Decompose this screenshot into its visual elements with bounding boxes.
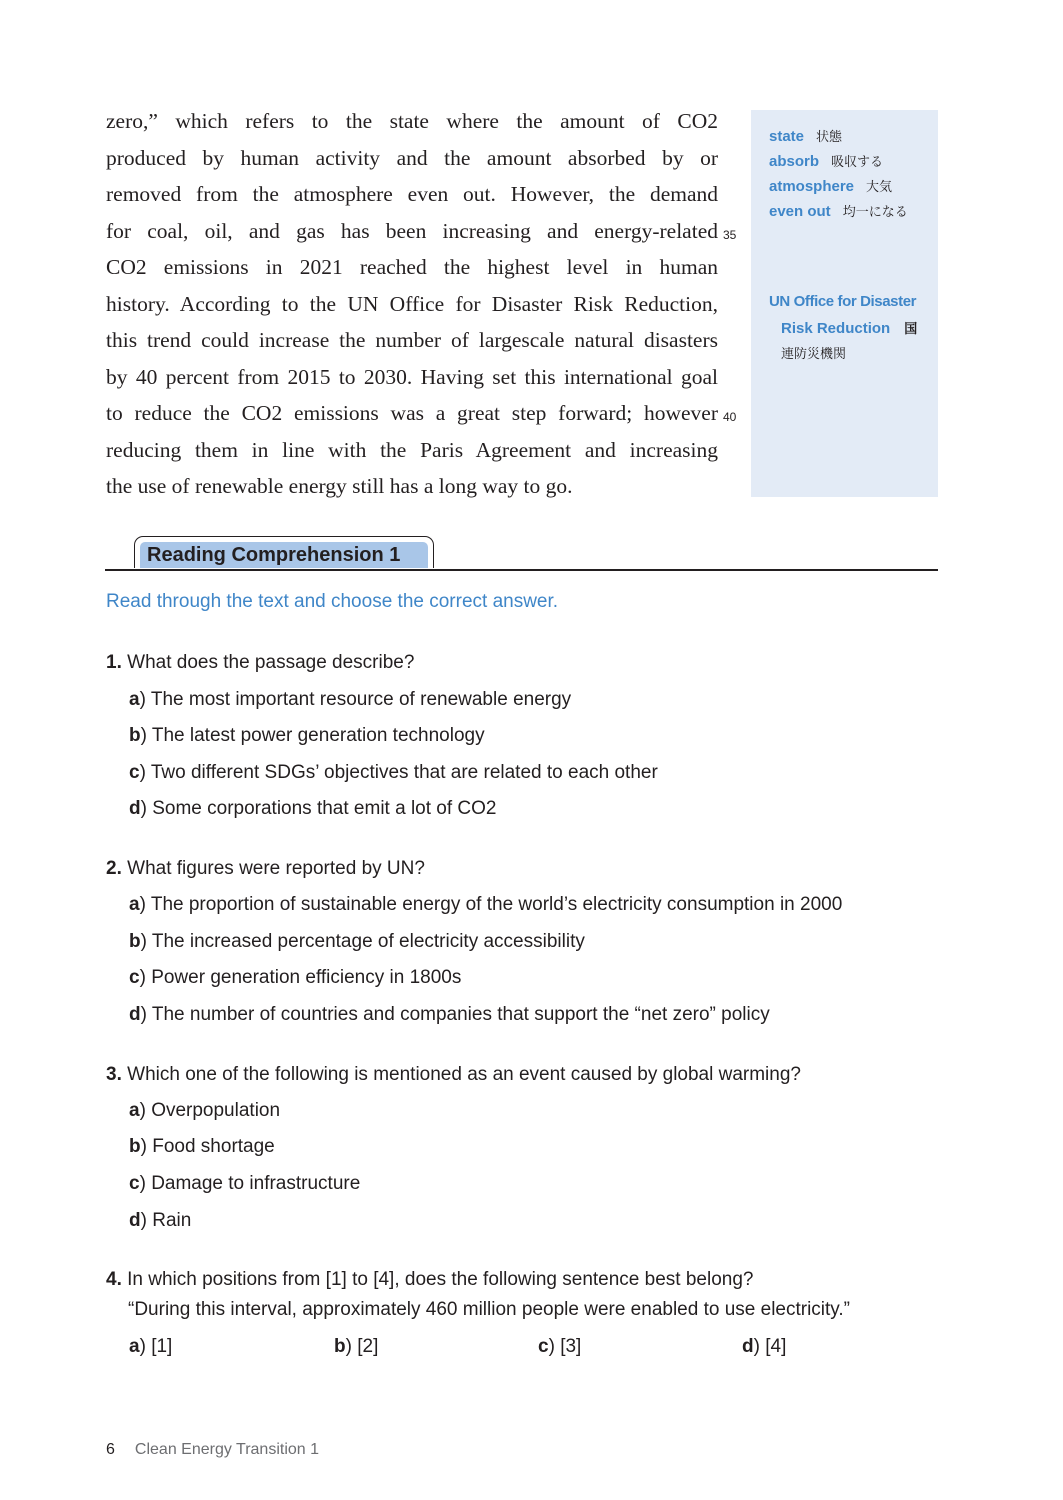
option-text: Power generation efficiency in 1800s bbox=[151, 967, 462, 988]
answer-option[interactable]: a) [1] bbox=[129, 1336, 173, 1357]
answer-option[interactable]: d) The number of countries and companies that support the “net zero” policy bbox=[129, 1004, 770, 1025]
answer-option[interactable]: b) [2] bbox=[334, 1336, 379, 1357]
answer-option[interactable]: c) Power generation efficiency in 1800s bbox=[129, 967, 462, 988]
passage-line: by 40 percent from 2015 to 2030. Having set this international goal bbox=[106, 364, 718, 389]
option-letter: c bbox=[129, 762, 140, 783]
option-text: Damage to infrastructure bbox=[151, 1173, 361, 1194]
glossary-term: even out bbox=[769, 203, 831, 220]
option-text: Two different SDGs’ objectives that are related to each other bbox=[150, 762, 658, 783]
glossary-translation: 均一になる bbox=[842, 204, 908, 219]
option-text: The proportion of sustainable energy of the world’s electricity consumption in 2000 bbox=[150, 894, 843, 915]
answer-option[interactable]: c) Damage to infrastructure bbox=[129, 1173, 361, 1194]
option-letter: d bbox=[742, 1336, 754, 1357]
option-letter: b bbox=[129, 725, 141, 746]
glossary-term-risk-reduction: Risk Reduction bbox=[781, 320, 891, 337]
section-tab bbox=[134, 536, 434, 568]
section-divider bbox=[105, 569, 938, 571]
question-4 bbox=[106, 1269, 753, 1291]
question-text: What does the passage describe? bbox=[127, 652, 415, 673]
answer-option[interactable]: b) The latest power generation technology bbox=[129, 725, 485, 746]
option-letter: d bbox=[129, 1004, 141, 1025]
answer-option[interactable]: b) The increased percentage of electricity accessibility bbox=[129, 931, 585, 952]
option-letter: c bbox=[129, 1173, 140, 1194]
reading-passage bbox=[106, 103, 737, 505]
question-text: Which one of the following is mentioned as an event caused by global warming? bbox=[127, 1064, 801, 1085]
option-text: Food shortage bbox=[152, 1136, 275, 1157]
option-letter: b bbox=[334, 1336, 346, 1357]
option-text: The most important resource of renewable energy bbox=[150, 689, 572, 710]
passage-line: to reduce the CO2 emissions was a great step forward; however bbox=[106, 401, 718, 425]
passage-line: produced by human activity and the amount absorbed by or bbox=[106, 145, 718, 170]
section-instruction: Read through the text and choose the correct answer. bbox=[106, 591, 559, 612]
page-number: 6 bbox=[106, 1441, 115, 1458]
option-letter: d bbox=[129, 798, 141, 819]
glossary-translation: 状態 bbox=[816, 129, 843, 144]
glossary-entry bbox=[769, 201, 908, 220]
answer-option[interactable]: d) Some corporations that emit a lot of CO2 bbox=[129, 798, 497, 819]
glossary-entry-un-office bbox=[781, 318, 917, 337]
answer-option[interactable]: a) Overpopulation bbox=[129, 1100, 281, 1121]
question-3 bbox=[106, 1064, 801, 1086]
glossary-translation: 国 bbox=[904, 321, 918, 336]
answer-option[interactable]: c) [3] bbox=[538, 1336, 582, 1357]
option-letter: d bbox=[129, 1210, 141, 1231]
question-number: 2. bbox=[106, 858, 122, 879]
passage-line: this trend could increase the number of largescale natural disasters bbox=[106, 328, 718, 352]
option-text: [3] bbox=[560, 1336, 582, 1357]
glossary-term: state bbox=[769, 128, 805, 145]
passage-line: for coal, oil, and gas has been increasing and energy-related bbox=[106, 218, 718, 243]
question-number: 1. bbox=[106, 652, 122, 673]
glossary-sidebar bbox=[751, 110, 938, 497]
question-number: 4. bbox=[106, 1269, 122, 1290]
glossary-term: absorb bbox=[769, 153, 820, 170]
option-text: The number of countries and companies that support the “net zero” policy bbox=[151, 1004, 770, 1025]
option-text: [4] bbox=[765, 1336, 787, 1357]
passage-line: CO2 emissions in 2021 reached the highest level in human bbox=[106, 255, 718, 279]
section-title: Reading Comprehension 1 bbox=[140, 542, 428, 568]
question-1 bbox=[106, 652, 414, 674]
option-text: The latest power generation technology bbox=[151, 725, 485, 746]
glossary-term: atmosphere bbox=[769, 178, 855, 195]
glossary-entry bbox=[769, 126, 842, 145]
passage-line: zero,” which refers to the state where the amount of CO2 bbox=[106, 109, 718, 133]
answer-option[interactable]: b) Food shortage bbox=[129, 1136, 275, 1157]
option-text: The increased percentage of electricity accessibility bbox=[151, 931, 585, 952]
glossary-translation: 連防災機関 bbox=[781, 346, 847, 361]
answer-option[interactable]: a) The most important resource of renewable energy bbox=[129, 689, 572, 710]
chapter-title: Clean Energy Transition 1 bbox=[134, 1441, 320, 1458]
answer-option[interactable]: d) Rain bbox=[129, 1210, 192, 1231]
answer-option[interactable]: a) The proportion of sustainable energy of the world’s electricity consumption in 2000 bbox=[129, 894, 843, 915]
option-letter: a bbox=[129, 1336, 140, 1357]
question-number: 3. bbox=[106, 1064, 122, 1085]
glossary-entry bbox=[769, 151, 883, 170]
line-number-35: 35 bbox=[723, 227, 737, 242]
glossary-term-un-office: UN Office for Disaster bbox=[769, 293, 917, 310]
passage-line: reducing them in line with the Paris Agreement and increasing bbox=[106, 437, 718, 462]
option-text: Rain bbox=[152, 1210, 192, 1231]
question-quote: “During this interval, approximately 460 million people were enabled to use electricity.” bbox=[128, 1299, 850, 1320]
option-text: [2] bbox=[357, 1336, 379, 1357]
option-letter: a bbox=[129, 689, 140, 710]
passage-line: the use of renewable energy still has a long way to go. bbox=[106, 474, 573, 498]
answer-option[interactable]: c) Two different SDGs’ objectives that are related to each other bbox=[129, 762, 658, 783]
option-letter: a bbox=[129, 894, 140, 915]
option-letter: a bbox=[129, 1100, 140, 1121]
option-letter: c bbox=[538, 1336, 549, 1357]
glossary-entry bbox=[769, 176, 892, 195]
glossary-translation: 大気 bbox=[866, 179, 893, 194]
passage-line: removed from the atmosphere even out. However, the demand bbox=[106, 182, 718, 206]
question-2 bbox=[106, 858, 425, 880]
option-letter: b bbox=[129, 931, 141, 952]
question-text: What figures were reported by UN? bbox=[127, 858, 425, 879]
passage-line: history. According to the UN Office for Disaster Risk Reduction, bbox=[106, 291, 718, 316]
option-text: Some corporations that emit a lot of CO2 bbox=[152, 798, 497, 819]
option-text: [1] bbox=[151, 1336, 173, 1357]
option-letter: b bbox=[129, 1136, 141, 1157]
glossary-translation: 吸収する bbox=[831, 154, 884, 169]
answer-option[interactable]: d) [4] bbox=[742, 1336, 787, 1357]
option-letter: c bbox=[129, 967, 140, 988]
page-footer bbox=[106, 1441, 319, 1459]
line-number-40: 40 bbox=[723, 410, 737, 424]
question-text: In which positions from [1] to [4], does the following sentence best belong? bbox=[127, 1269, 754, 1290]
option-text: Overpopulation bbox=[151, 1100, 281, 1121]
